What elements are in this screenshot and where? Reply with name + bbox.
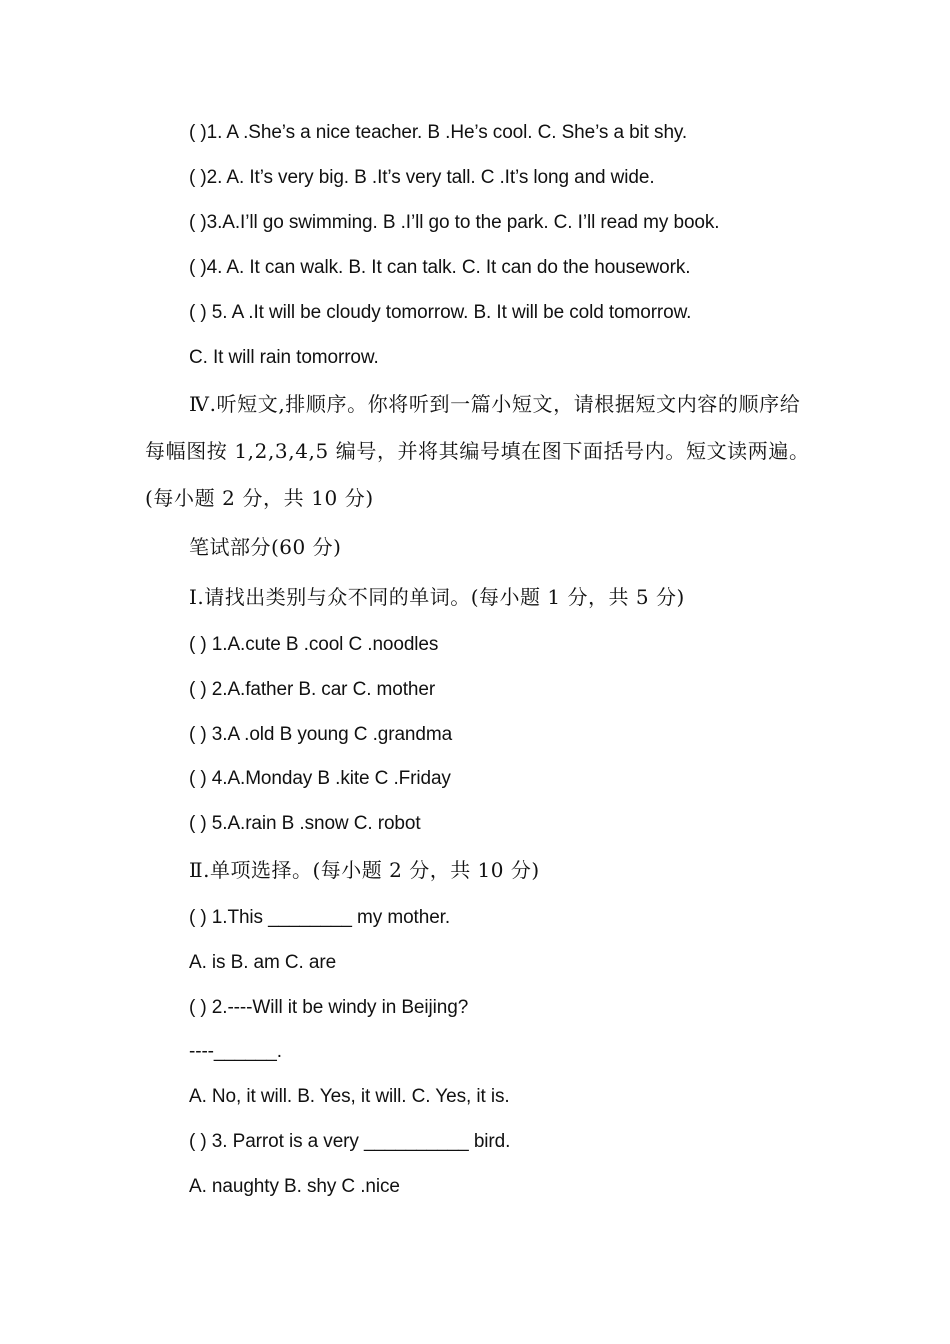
choice-question-3: ( ) 3. Parrot is a very __________ bird. bbox=[189, 1131, 511, 1152]
choice-question-1-options: A. is B. am C. are bbox=[189, 952, 337, 973]
choice-question-2-answer-blank: ----______. bbox=[189, 1041, 282, 1062]
part4-instruction: Ⅳ.听短文,排顺序。你将听到一篇小短文，请根据短文内容的顺序给每幅图按 1,2,3,4,5 编号，并将其编号填在图下面括号内。短文读两遍。(每小题 2 分，共 10 分) bbox=[145, 392, 810, 510]
choice-question-3-options: A. naughty B. shy C .nice bbox=[189, 1176, 400, 1197]
choice-question-2: ( ) 2.----Will it be windy in Beijing? bbox=[189, 997, 469, 1018]
written-part1-instruction: I.请找出类别与众不同的单词。(每小题 1 分，共 5 分) bbox=[189, 585, 685, 609]
listening-item-1: ( )1. A .She’s a nice teacher. B .He’s cool. C. She’s a bit shy. bbox=[189, 122, 688, 143]
listening-item-2: ( )2. A. It’s very big. B .It’s very tall. C .It’s long and wide. bbox=[189, 167, 655, 188]
odd-one-out-item-1: ( ) 1.A.cute B .cool C .noodles bbox=[189, 634, 439, 655]
choice-question-1: ( ) 1.This ________ my mother. bbox=[189, 907, 451, 928]
choice-question-2-options: A. No, it will. B. Yes, it will. C. Yes, it is. bbox=[189, 1086, 510, 1107]
odd-one-out-item-2: ( ) 2.A.father B. car C. mother bbox=[189, 679, 436, 700]
written-part2-instruction: Ⅱ.单项选择。(每小题 2 分，共 10 分) bbox=[189, 858, 540, 882]
listening-item-4: ( )4. A. It can walk. B. It can talk. C. It can do the housework. bbox=[189, 257, 691, 278]
odd-one-out-item-4: ( ) 4.A.Monday B .kite C .Friday bbox=[189, 768, 451, 789]
written-section-title: 笔试部分(60 分) bbox=[189, 535, 342, 559]
odd-one-out-item-5: ( ) 5.A.rain B .snow C. robot bbox=[189, 813, 421, 834]
odd-one-out-item-3: ( ) 3.A .old B young C .grandma bbox=[189, 724, 453, 745]
listening-item-5: ( ) 5. A .It will be cloudy tomorrow. B. It will be cold tomorrow. bbox=[189, 302, 692, 323]
listening-item-3: ( )3.A.I’ll go swimming. B .I’ll go to the park. C. I’ll read my book. bbox=[189, 212, 720, 233]
listening-item-5-continued: C. It will rain tomorrow. bbox=[189, 347, 379, 368]
